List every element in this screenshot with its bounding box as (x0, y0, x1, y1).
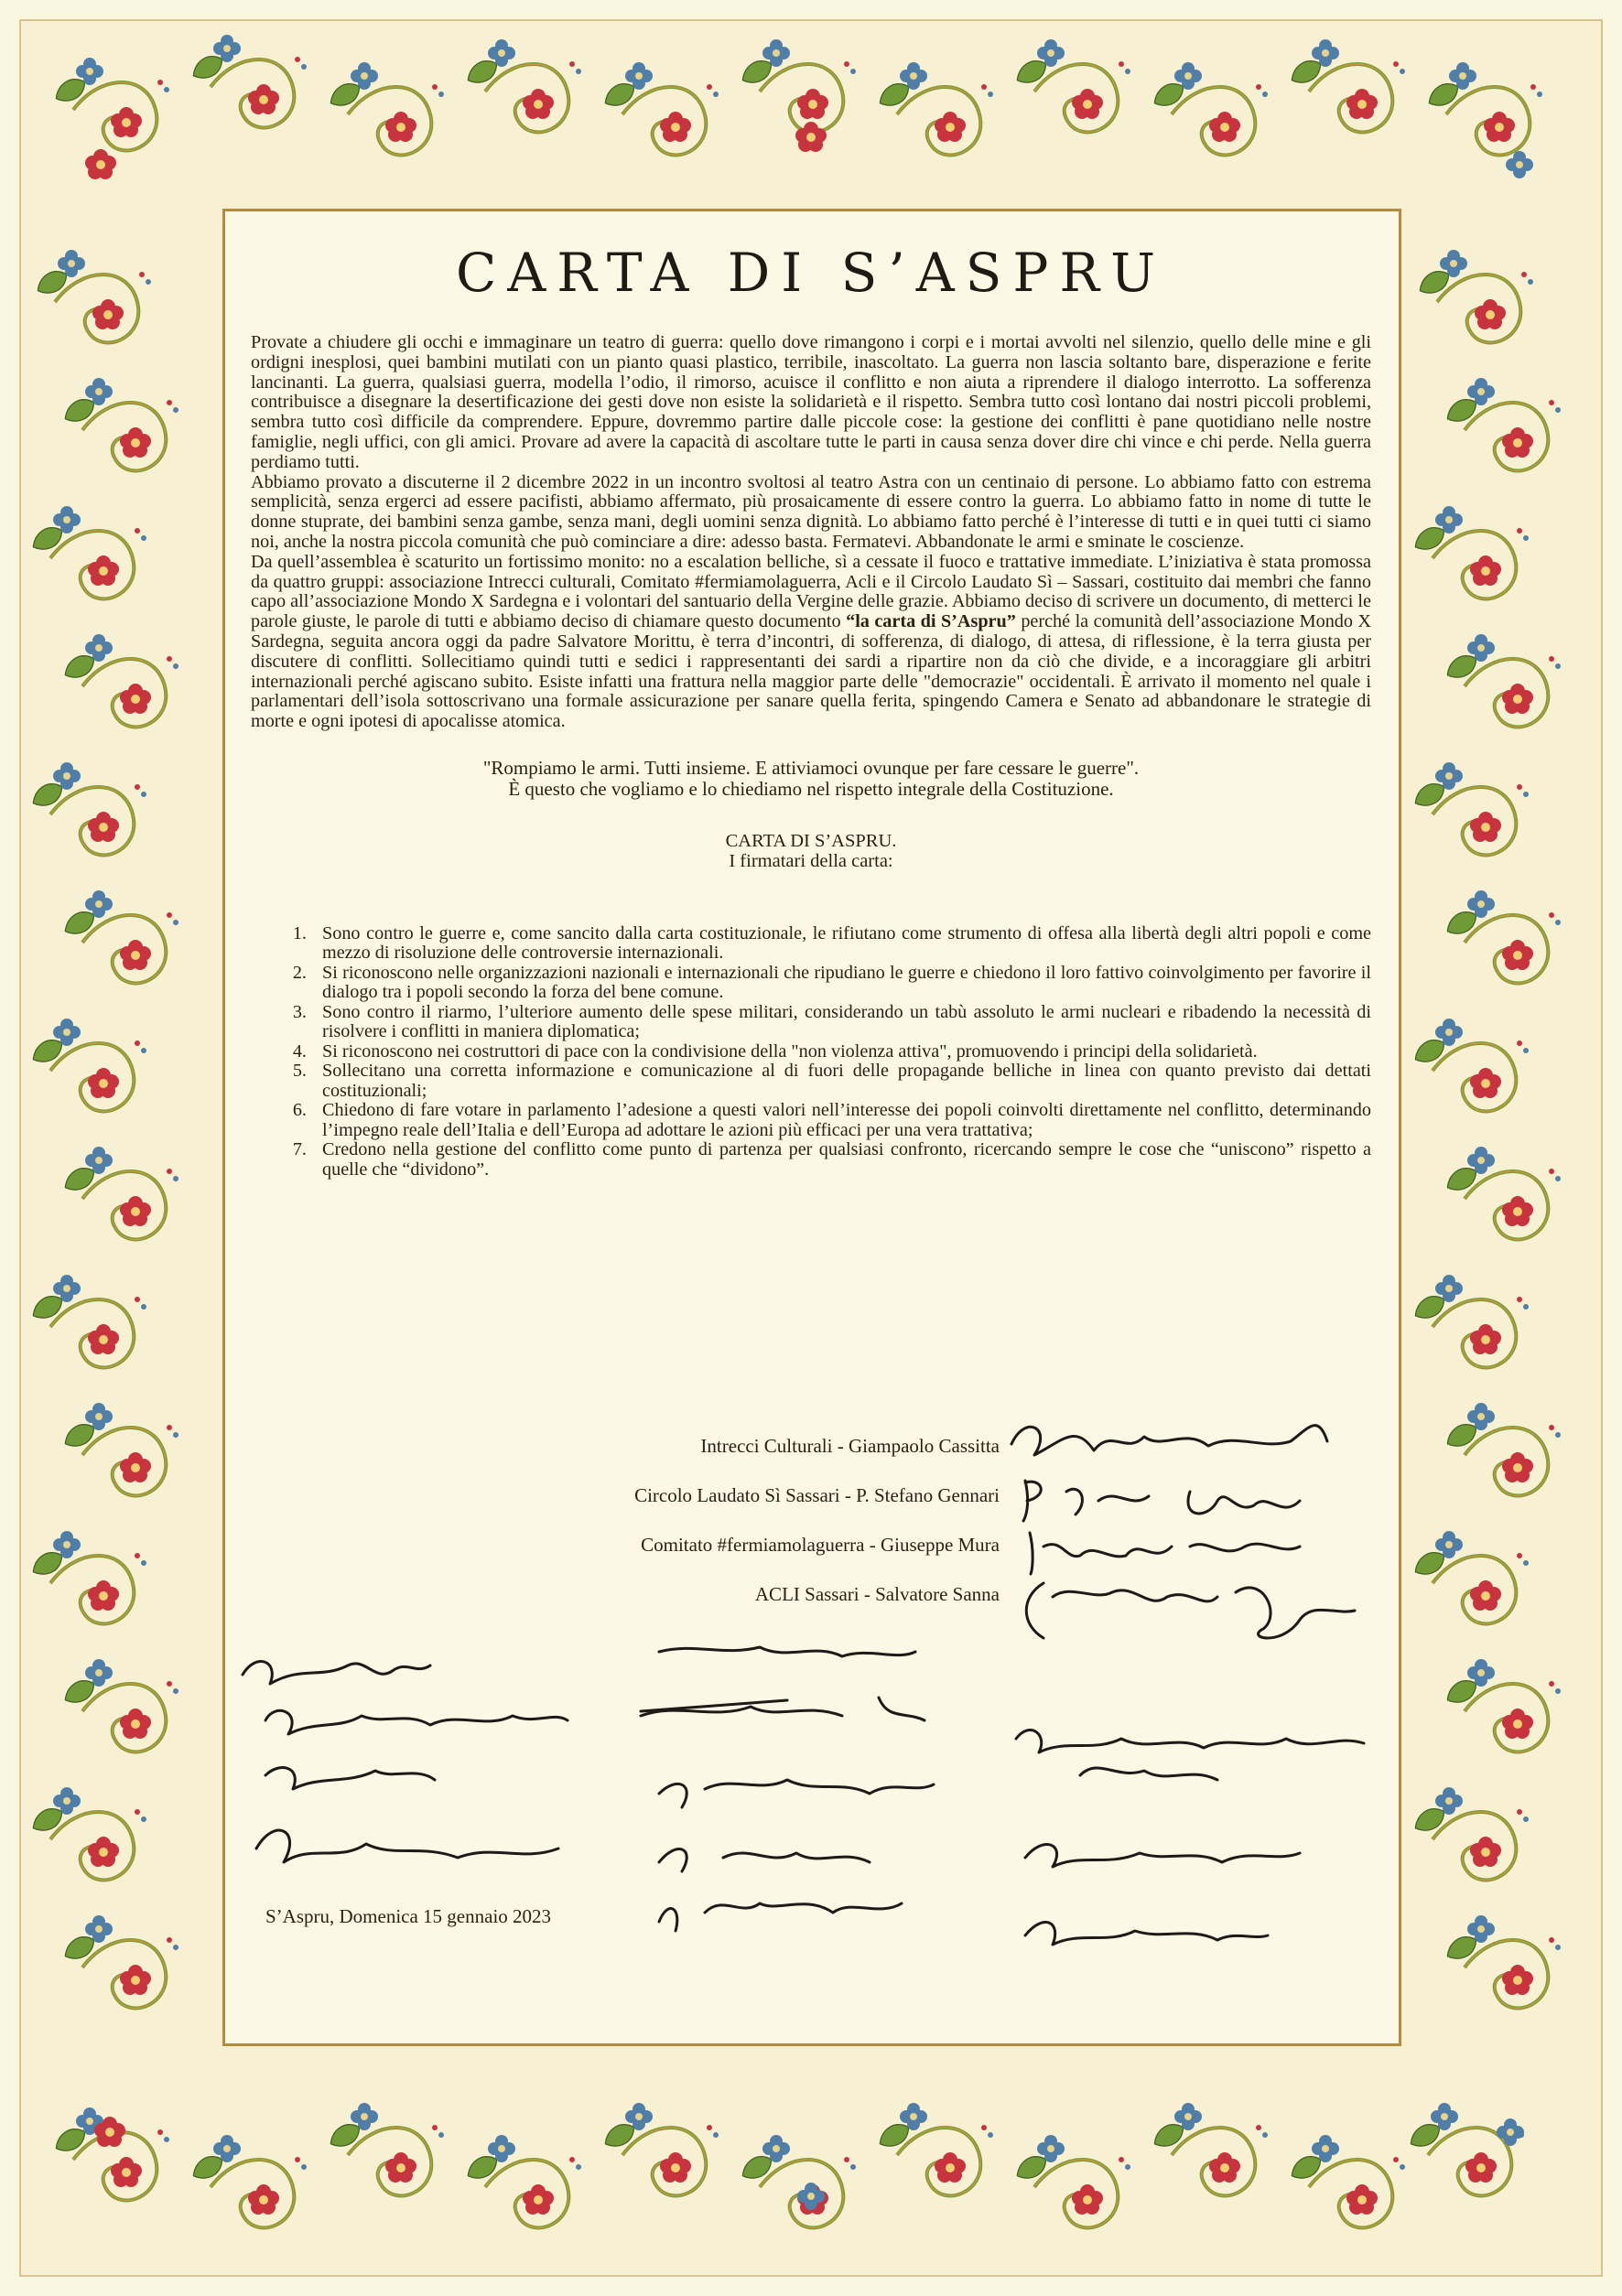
list-item: 5. Sollecitano una corretta informazione e comunicazione al di fuori delle propagande belliche in linea con quanto previsto dai dettati costituzionali; (311, 1062, 1371, 1101)
paragraph-3 (251, 553, 1371, 732)
quote-line-1: "Rompiamo le armi. Tutti insieme. E attiviamoci ovunque per fare cessare le guerre". (482, 756, 1140, 779)
carta-name-bold: “la carta di S’Aspru” (846, 611, 1016, 632)
subhead-line-2: I firmatari della carta: (729, 850, 893, 871)
list-item: 2. Si riconoscono nelle organizzazioni nazionali e internazionali che ripudiano le guerre e chiedono il loro fattivo coinvolgimento per favorire il dialogo tra i popoli secondo la forza del bene comune. (311, 964, 1371, 1003)
signatory-label-3: Comitato #fermiamolaguerra - Giuseppe Mura (641, 1534, 1000, 1556)
quote-block (247, 758, 1375, 800)
document-title: CARTA DI S’ASPRU (456, 242, 1166, 304)
signatory-label-1: Intrecci Culturali - Giampaolo Cassitta (700, 1435, 1000, 1457)
document-content (247, 238, 1375, 2013)
list-item: 4. Si riconoscono nei costruttori di pace con la condivisione della "non violenza attiva", promuovendo i principi della solidarietà. (311, 1042, 1371, 1062)
paragraph-3-continuation: perché la comunità dell’associazione Mondo X Sardegna, seguita ancora oggi da padre Salvatore Morittu, è terra d’incontri, di sofferenza, di dialogo, di attesa, di riflessione, è la terra giusta per discutere di conflitti. Sollecitiamo quindi tutti e sedici i rappresentanti dei sardi a ripartire non da ciò che divide, e a incoraggiare gli arbitri internazionali perché agiscano subito. Esiste infatti una frattura nella maggior parte delle "democrazie" occidentali. È arrivato il momento nel quale i parlamentari dell’isola sottoscrivano una formale assicurazione per sanare quella ferita, spingendo Camera e Senato ad abbandonare le strategie di morte e ogni ipotesi di apocalisse atomica. (251, 611, 1372, 732)
list-item: 3. Sono contro il riarmo, l’ulteriore aumento delle spese militari, considerando un tabù assoluto le armi nucleari e ribadendo la necessità di risolvere i conflitti in maniera diplomatica; (311, 1003, 1371, 1042)
list-item: 6. Chiedono di fare votare in parlamento l’adesione a questi valori nell’interesse dei popoli coinvolti direttamente nel conflitto, determinando l’impegno reale dell’Italia e dell’Europa ad adottare le azioni più efficaci per una vera trattativa; (311, 1101, 1371, 1140)
list-item: 7. Credono nella gestione del conflitto come punto di partenza per qualsiasi confronto, ricercando sempre le cose che “uniscono” rispetto a quelle che “dividono”. (311, 1140, 1371, 1180)
place-and-date: S’Aspru, Domenica 15 gennaio 2023 (265, 1905, 552, 1927)
paragraph-3-text: Da quell’assemblea è scaturito un fortissimo monito: no a escalation belliche, sì a cessate il fuoco e trattative immediate. L’iniziativa è stata promossa da quattro gruppi: associazione Intrecci culturali, Comitato #fermiamolaguerra, Acli e il Circolo Laudato Sì – Sassari, costituito dai membri che fanno capo all’associazione Mondo X Sardegna e i volontari del santuario della Vergine delle grazie. Abbiamo deciso di scrivere un documento, di metterci le parole giuste, le parole di tutti e abbiamo deciso di chiamare questo documento (251, 551, 1371, 632)
signatories-heading (247, 831, 1375, 871)
body-text (251, 333, 1371, 732)
signatory-label-4: ACLI Sassari - Salvatore Sanna (754, 1583, 1000, 1605)
points-list (284, 924, 1371, 1180)
paragraph-1: Provate a chiudere gli occhi e immaginare un teatro di guerra: quello dove rimangono i corpi e i mortai avvolti nel silenzio, quello delle mine e gli ordigni inesplosi, quei bambini mutilati con un pianto quasi plastico, terribile, inascoltato. La guerra non lascia soltanto bare, disperazione e ferite lancinanti. La guerra, qualsiasi guerra, modella l’odio, il rimorso, acuisce il conflitto e non aiuta a riprendere il dialogo interrotto. La sofferenza contribuisce a disegnare la desertificazione dei gesti dove non esiste la solidarietà e il rispetto. Sembra tutto così lontano dai nostri piccoli problemi, sembra tutto così difficile da comprendere. Eppure, dovremmo partire dalle piccole cose: la gestione dei conflitti è pane quotidiano nelle nostre famiglie, negli uffici, con gli amici. Provare ad avere la capacità di ascoltare tutte le parti in causa senza dover dire chi vince e chi perde. Nella guerra perdiamo tutti. (251, 332, 1371, 472)
paragraph-2: Abbiamo provato a discuterne il 2 dicembre 2022 in un incontro svoltosi al teatro Astra con un centinaio di persone. Lo abbiamo fatto con estrema semplicità, senza ergerci ad essere pacifisti, abbiamo affermato, più prosaicamente di essere contro la guerra. Lo abbiamo fatto in nome di tutte le donne stuprate, dei bambini senza gambe, senza mani, degli uomini senza dignità. Lo abbiamo fatto perché è l’interesse di tutti e in quei tutti ci siamo noi, anche la nostra piccola comunità che può cominciare a dire: adesso basta. Fermatevi. Abbandonate le armi e sminate le coscienze. (251, 471, 1371, 552)
quote-line-2: È questo che vogliamo e lo chiediamo nel rispetto integrale della Costituzione. (508, 777, 1114, 800)
subhead-line-1: CARTA DI S’ASPRU. (725, 830, 897, 851)
list-item: 1. Sono contro le guerre e, come sancito dalla carta costituzionale, le rifiutano come strumento di offesa alla libertà degli altri popoli e come mezzo di risoluzione delle controversie internazionali. (311, 924, 1371, 964)
signatory-label-2: Circolo Laudato Sì Sassari - P. Stefano Gennari (634, 1484, 1000, 1506)
